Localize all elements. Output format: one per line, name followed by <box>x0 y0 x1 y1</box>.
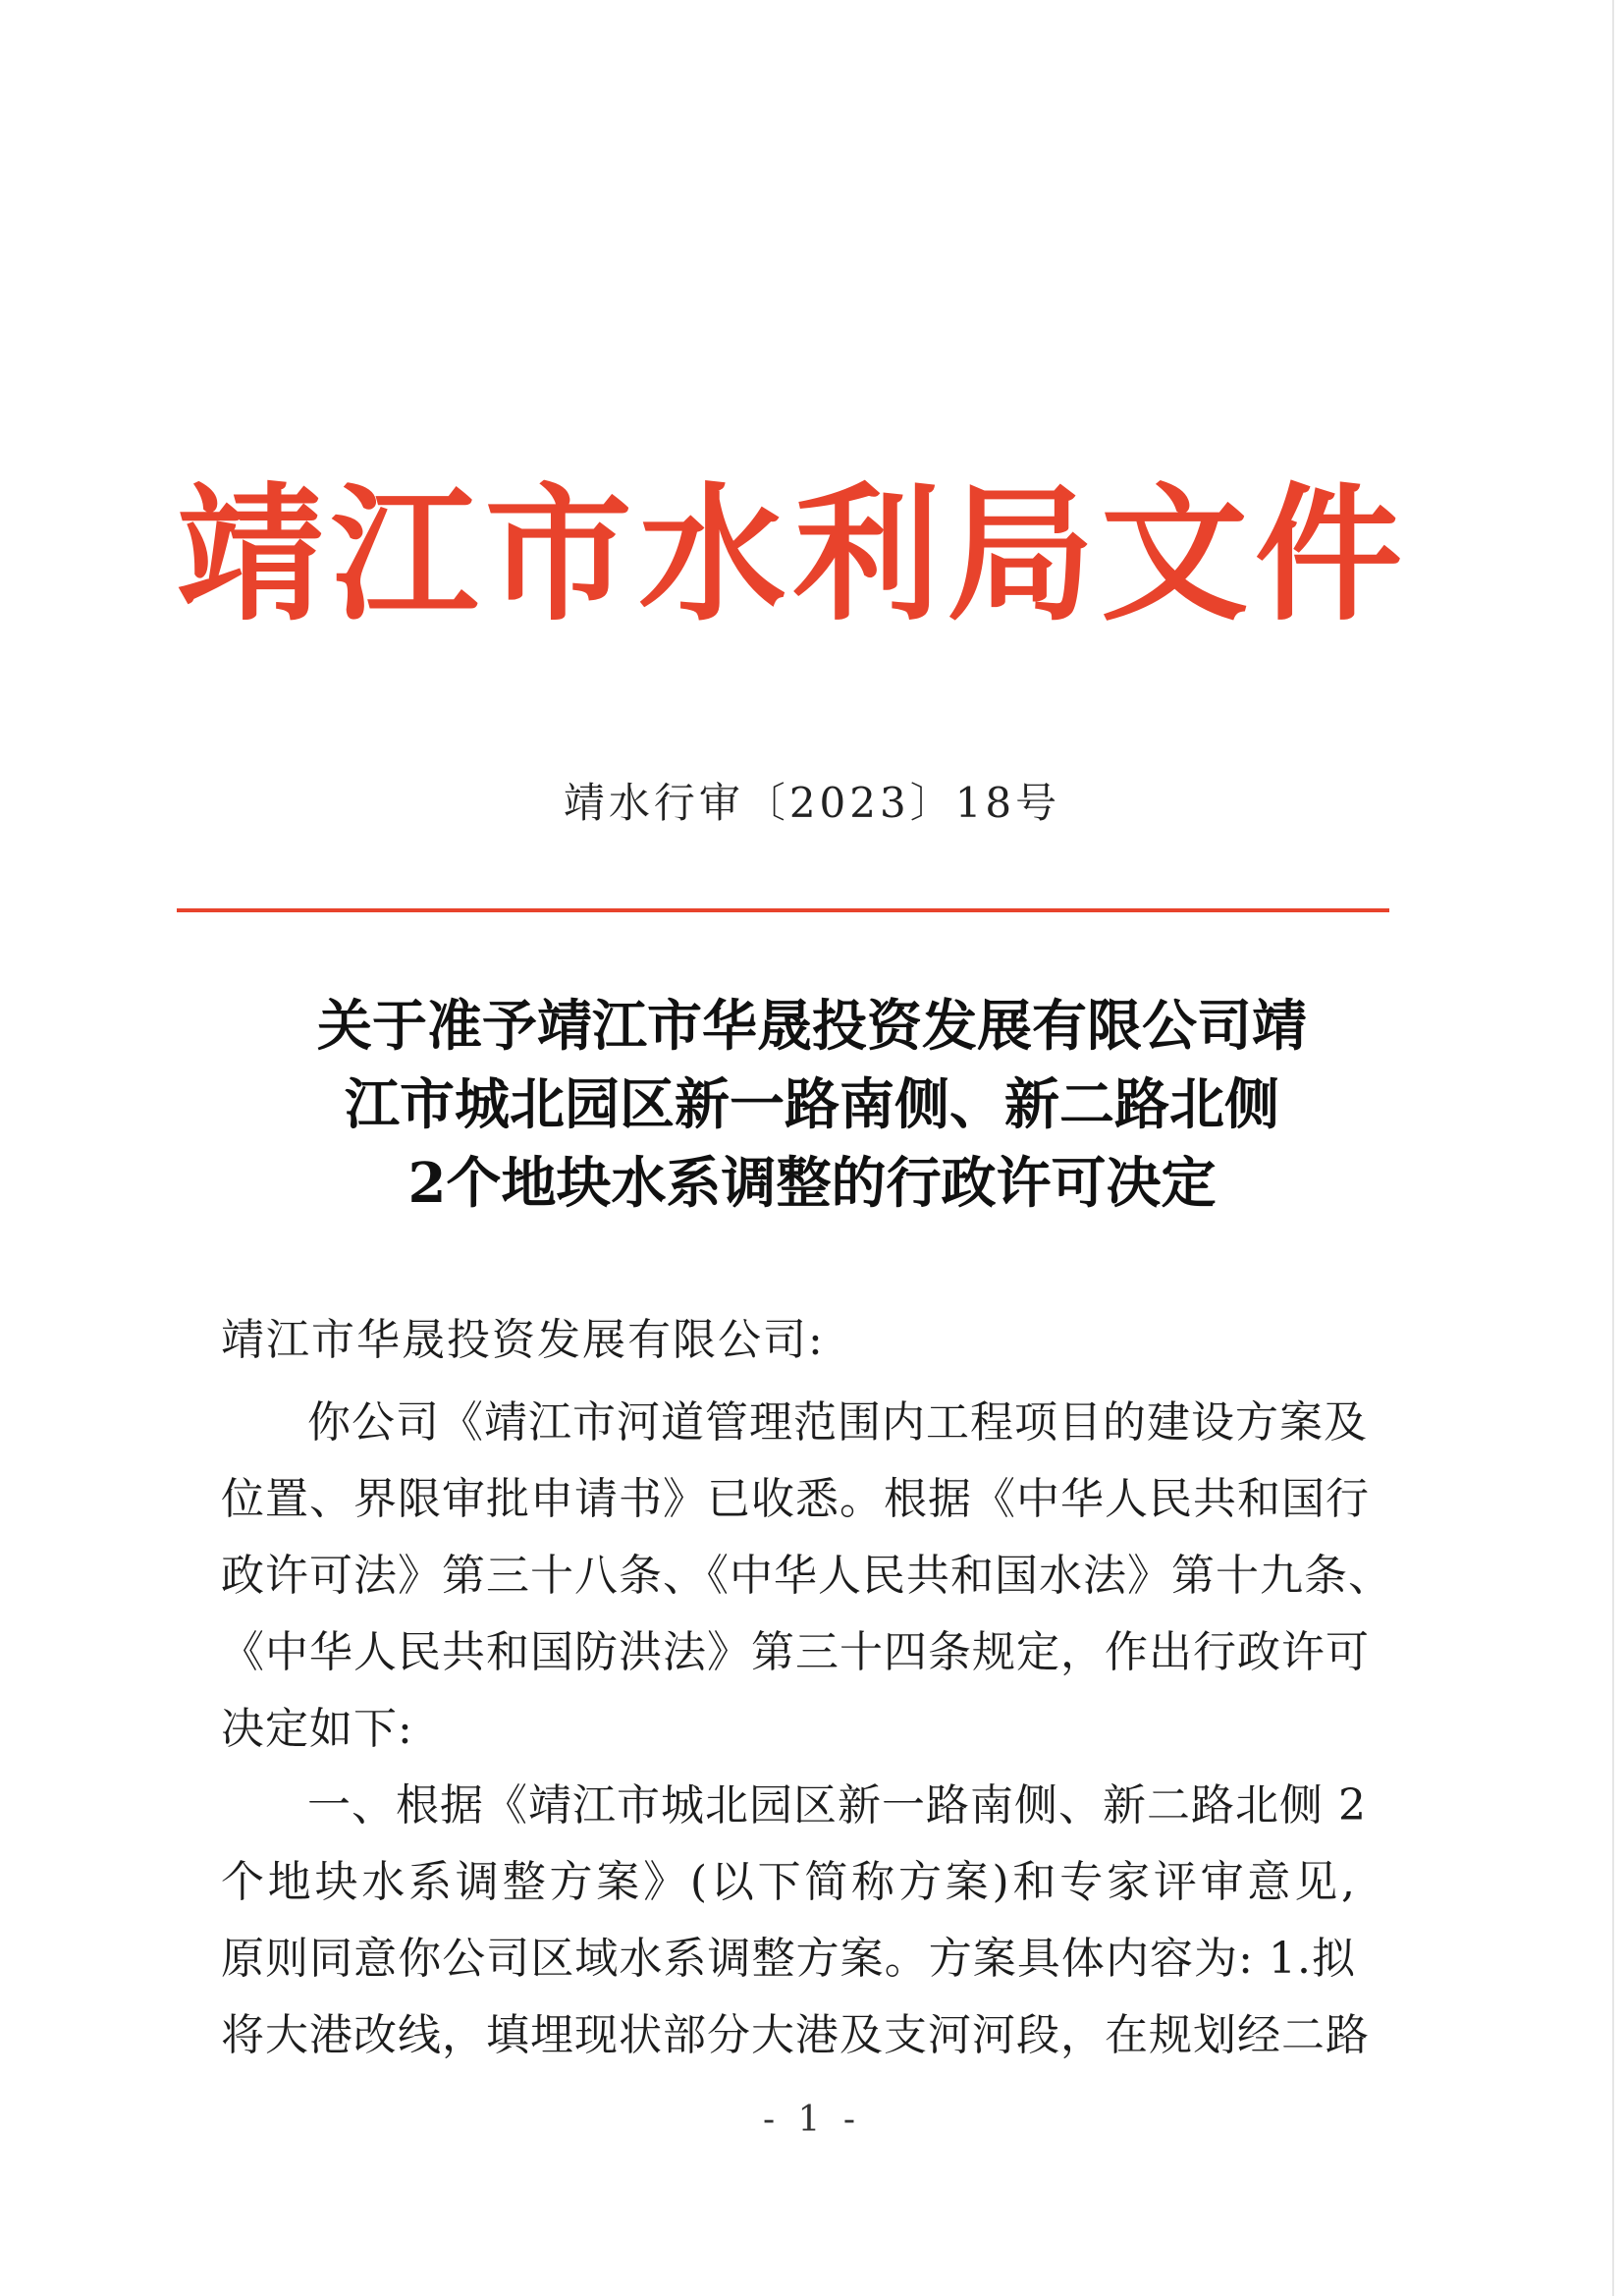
body-line: 决定如下: <box>221 1704 413 1754</box>
body-line: 一、根据《靖江市城北园区新一路南侧、新二路北侧 2 <box>307 1780 1367 1831</box>
title-line: 关于准予靖江市华晟投资发展有限公司靖 <box>317 994 1307 1059</box>
red-separator-rule <box>177 908 1389 912</box>
body-line: 个地块水系调整方案》(以下简称方案)和专家评审意见, <box>221 1857 1356 1907</box>
document-title <box>196 987 1428 1223</box>
body-text <box>221 1385 1392 2074</box>
body-line: 政许可法》第三十八条、《中华人民共和国水法》第十九条、 <box>221 1551 1392 1601</box>
body-line: 原则同意你公司区域水系调整方案。方案具体内容为: 1.拟 <box>221 1934 1356 1984</box>
scan-edge-line <box>1612 0 1614 2296</box>
document-number: 靖水行审〔2023〕18号 <box>563 779 1061 827</box>
title-line: 江市城北园区新一路南侧、新二路北侧 <box>345 1072 1279 1137</box>
title-line: 2个地块水系调整的行政许可决定 <box>407 1151 1217 1216</box>
body-line: 位置、界限审批申请书》已收悉。根据《中华人民共和国行 <box>221 1474 1370 1524</box>
addressee: 靖江市华晟投资发展有限公司: <box>221 1315 825 1365</box>
body-line: 《中华人民共和国防洪法》第三十四条规定，作出行政许可 <box>221 1627 1370 1677</box>
body-line: 你公司《靖江市河道管理范围内工程项目的建设方案及 <box>307 1397 1368 1448</box>
masthead-title: 靖江市水利局文件 <box>177 468 1404 641</box>
page-number: - 1 - <box>762 2100 862 2140</box>
body-line: 将大港改线，填埋现状部分大港及支河河段，在规划经二路 <box>221 2010 1370 2060</box>
